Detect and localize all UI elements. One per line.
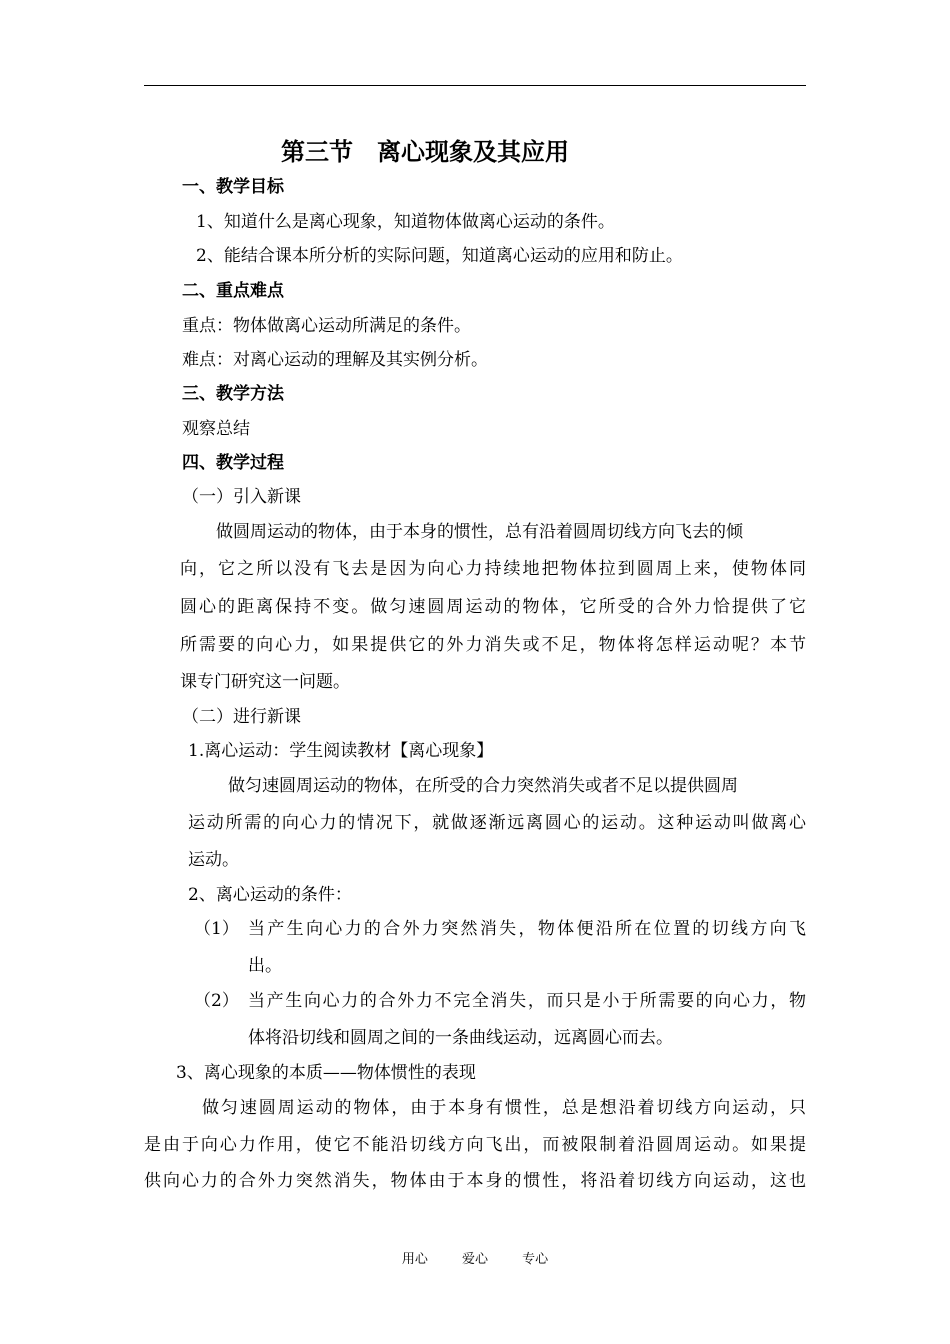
- objective-item-1: 1、知道什么是离心现象，知道物体做离心运动的条件。: [196, 212, 615, 232]
- section-heading-method: 三、教学方法: [182, 384, 284, 404]
- essence-line: 做匀速圆周运动的物体，由于本身有惯性，总是想沿着切线方向运动，只: [202, 1098, 806, 1118]
- intro-paragraph-line: 做圆周运动的物体，由于本身的惯性，总有沿着圆周切线方向飞去的倾: [216, 522, 743, 542]
- condition-number-2: （2）: [194, 991, 239, 1011]
- page-footer: 用心 爱心 专心: [401, 1252, 549, 1267]
- condition-1-line: 当产生向心力的合外力突然消失，物体便沿所在位置的切线方向飞: [248, 919, 806, 939]
- key-point-text: 重点：物体做离心运动所满足的条件。: [182, 316, 471, 336]
- header-rule: [144, 85, 806, 86]
- condition-1-line: 出。: [248, 956, 282, 976]
- intro-paragraph-line: 课专门研究这一问题。: [180, 672, 350, 692]
- definition-line: 运动。: [188, 850, 239, 870]
- condition-number-1: （1）: [194, 919, 239, 939]
- section-heading-process: 四、教学过程: [182, 453, 284, 473]
- definition-line: 做匀速圆周运动的物体，在所受的合力突然消失或者不足以提供圆周: [228, 776, 738, 796]
- section-heading-objectives: 一、教学目标: [182, 177, 284, 197]
- intro-paragraph-line: 圆心的距离保持不变。做匀速圆周运动的物体，它所受的合外力恰提供了它: [180, 597, 806, 617]
- part-label-intro: （一）引入新课: [182, 487, 301, 507]
- page-title: 第三节 离心现象及其应用: [281, 138, 569, 166]
- intro-paragraph-line: 向，它之所以没有飞去是因为向心力持续地把物体拉到圆周上来，使物体同: [180, 559, 806, 579]
- part-label-new-lesson: （二）进行新课: [182, 707, 301, 727]
- intro-paragraph-line: 所需要的向心力，如果提供它的外力消失或不足，物体将怎样运动呢？本节: [180, 635, 806, 655]
- section-heading-key-points: 二、重点难点: [182, 281, 284, 301]
- essence-line: 供向心力的合外力突然消失，物体由于本身的惯性，将沿着切线方向运动，这也: [144, 1171, 806, 1191]
- condition-2-line: 体将沿切线和圆周之间的一条曲线运动，远离圆心而去。: [248, 1028, 673, 1048]
- difficult-point-text: 难点：对离心运动的理解及其实例分析。: [182, 350, 488, 370]
- method-text: 观察总结: [182, 419, 250, 439]
- essence-line: 是由于向心力作用，使它不能沿切线方向飞出，而被限制着沿圆周运动。如果提: [144, 1135, 806, 1155]
- definition-line: 运动所需的向心力的情况下，就做逐渐远离圆心的运动。这种运动叫做离心: [188, 813, 806, 833]
- item-title-essence: 3、离心现象的本质——物体惯性的表现: [176, 1063, 476, 1083]
- item-title-conditions: 2、离心运动的条件：: [188, 885, 352, 905]
- condition-2-line: 当产生向心力的合外力不完全消失，而只是小于所需要的向心力，物: [248, 991, 806, 1011]
- item-title-centrifugal-motion: 1.离心运动：学生阅读教材【离心现象】: [188, 741, 494, 761]
- objective-item-2: 2、能结合课本所分析的实际问题，知道离心运动的应用和防止。: [196, 246, 683, 266]
